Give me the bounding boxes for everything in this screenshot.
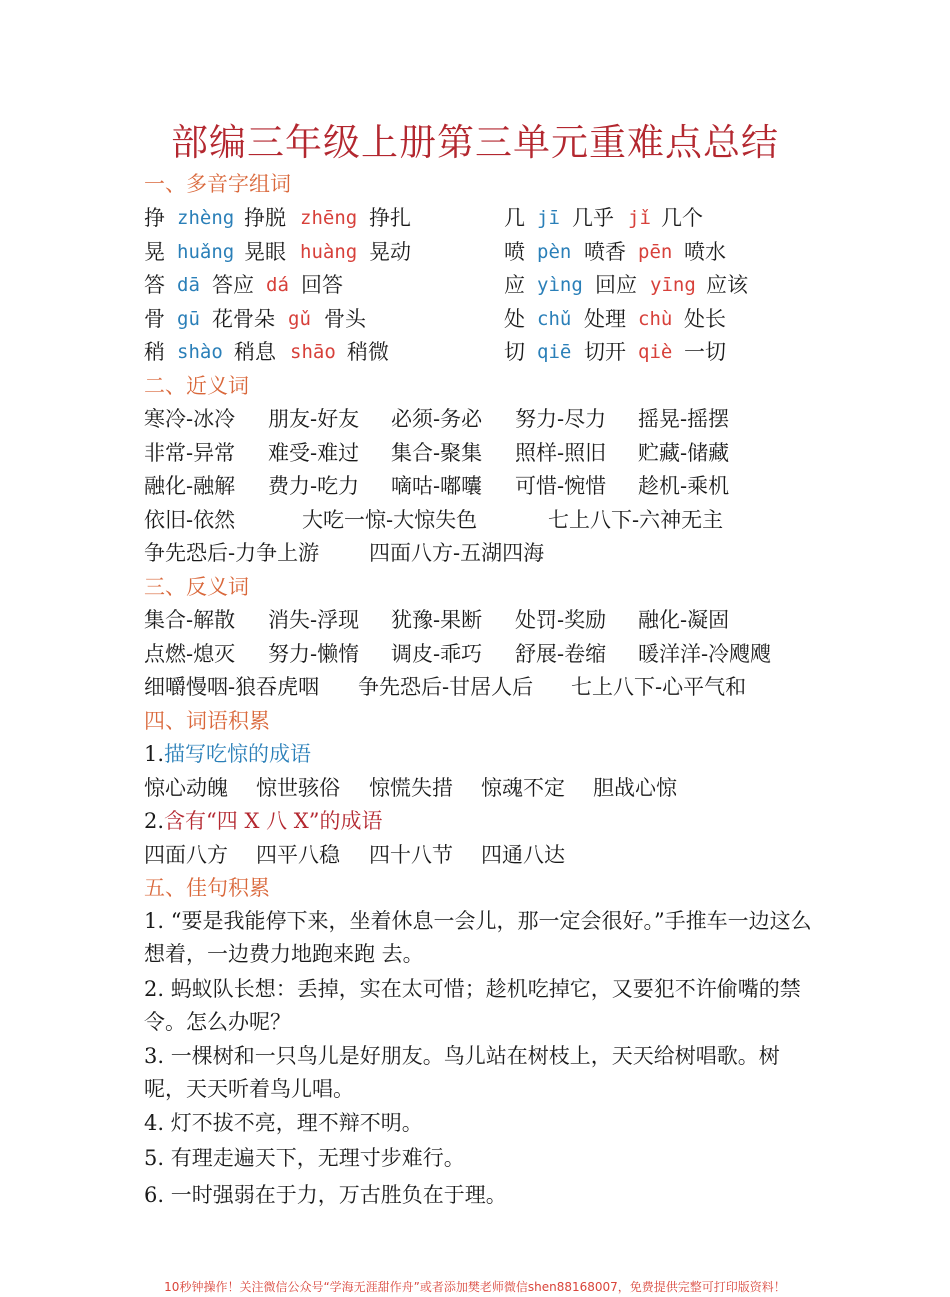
pinyin-2: chù [638, 308, 673, 330]
subheading-si-ba-idioms [144, 806, 382, 836]
word-2: 骨头 [324, 307, 366, 331]
idiom: 惊魂不定 [481, 776, 565, 800]
subheading-number: 2. [144, 809, 165, 833]
word-2: 处长 [684, 307, 726, 331]
antonym-pair: 处罚-奖励 [515, 608, 607, 632]
word-2: 晃动 [369, 240, 411, 264]
pinyin-1: yìng [537, 274, 583, 296]
word-1: 处理 [584, 307, 626, 331]
section-heading-synonyms: 二、近义词 [144, 374, 249, 398]
antonym-pair: 调皮-乖巧 [391, 642, 483, 666]
pinyin-2: yīng [650, 274, 696, 296]
word-1: 回应 [595, 273, 637, 297]
pinyin-2: pēn [638, 241, 673, 263]
pinyin-1: chǔ [537, 308, 572, 330]
word-2: 一切 [684, 340, 726, 364]
synonym-pair: 趁机-乘机 [638, 474, 730, 498]
pinyin-2: dá [266, 274, 289, 296]
polyphone-char: 骨 [144, 307, 165, 331]
pinyin-1: qiē [537, 341, 572, 363]
polyphone-char: 稍 [144, 340, 165, 364]
polyphone-char: 喷 [504, 240, 525, 264]
antonym-pair: 努力-懒惰 [268, 642, 360, 666]
synonym-pair: 非常-异常 [144, 441, 236, 465]
sentence-item: 6. 一时强弱在于力，万古胜负在于理。 [144, 1183, 507, 1207]
pinyin-1: jī [537, 207, 560, 229]
synonym-pair: 融化-融解 [144, 474, 236, 498]
word-1: 晃眼 [244, 240, 286, 264]
synonym-pair: 照样-照旧 [515, 441, 607, 465]
word-2: 几个 [661, 206, 703, 230]
polyphone-char: 晃 [144, 240, 165, 264]
word-2: 回答 [301, 273, 343, 297]
synonym-pair: 可惜-惋惜 [515, 474, 607, 498]
pinyin-2: jǐ [628, 207, 651, 229]
footer-promo: 10秒钟操作！关注微信公众号“学海无涯甜作舟”或者添加樊老师微信shen88168007，免费提供完整可打印版资料！ [164, 1280, 786, 1294]
subheading-number: 1. [144, 742, 165, 766]
word-1: 稍息 [234, 340, 276, 364]
synonym-pair: 费力-吃力 [268, 474, 360, 498]
pinyin-2: huàng [300, 241, 358, 263]
antonym-pair: 细嚼慢咽-狼吞虎咽 [144, 675, 320, 699]
sentence-item: 5. 有理走遍天下，无理寸步难行。 [144, 1146, 465, 1170]
sentence-item: 4. 灯不拔不亮，理不辩不明。 [144, 1111, 423, 1135]
word-1: 答应 [212, 273, 254, 297]
pinyin-1: shào [177, 341, 223, 363]
synonym-pair: 争先恐后-力争上游 [144, 541, 320, 565]
idiom: 四面八方 [144, 843, 228, 867]
polyphone-char: 几 [504, 206, 525, 230]
pinyin-2: qiè [638, 341, 673, 363]
synonym-pair: 四面八方-五湖四海 [369, 541, 545, 565]
word-1: 几乎 [572, 206, 614, 230]
synonym-pair: 依旧-依然 [144, 508, 236, 532]
idiom: 惊心动魄 [144, 776, 228, 800]
antonym-pair: 犹豫-果断 [391, 608, 483, 632]
synonym-pair: 嘀咕-嘟囔 [391, 474, 483, 498]
synonym-pair: 必须-务必 [391, 407, 483, 431]
polyphone-char: 切 [504, 340, 525, 364]
polyphone-char: 应 [504, 273, 525, 297]
pinyin-1: dā [177, 274, 200, 296]
word-1: 挣脱 [244, 206, 286, 230]
pinyin-2: zhēng [300, 207, 358, 229]
synonym-pair: 寒冷-冰冷 [144, 407, 236, 431]
synonym-pair: 贮藏-储藏 [638, 441, 730, 465]
word-1: 切开 [584, 340, 626, 364]
sentence-item: 1. “要是我能停下来，坐着休息一会儿，那一定会很好。”手推车一边这么想着，一边费力地跑来跑 去。 [144, 909, 812, 966]
pinyin-2: gǔ [288, 308, 311, 330]
word-1: 花骨朵 [212, 307, 275, 331]
idiom: 胆战心惊 [593, 776, 677, 800]
idiom: 四十八节 [369, 843, 453, 867]
idiom: 四平八稳 [256, 843, 340, 867]
antonym-pair: 暖洋洋-冷飕飕 [638, 642, 772, 666]
antonym-pair: 点燃-熄灭 [144, 642, 236, 666]
antonym-pair: 消失-浮现 [268, 608, 360, 632]
pinyin-1: huǎng [177, 241, 235, 263]
synonym-pair: 摇晃-摇摆 [638, 407, 730, 431]
synonym-pair: 集合-聚集 [391, 441, 483, 465]
idiom: 惊慌失措 [369, 776, 453, 800]
antonym-pair: 争先恐后-甘居人后 [358, 675, 534, 699]
section-heading-polyphones: 一、多音字组词 [144, 172, 291, 196]
synonym-pair: 努力-尽力 [515, 407, 607, 431]
section-heading-antonyms: 三、反义词 [144, 575, 249, 599]
antonym-pair: 七上八下-心平气和 [571, 675, 747, 699]
pinyin-2: shāo [290, 341, 336, 363]
word-1: 喷香 [584, 240, 626, 264]
word-2: 挣扎 [369, 206, 411, 230]
section-heading-sentences: 五、佳句积累 [144, 876, 270, 900]
idiom: 惊世骇俗 [256, 776, 340, 800]
synonym-pair: 七上八下-六神无主 [548, 508, 724, 532]
sentence-item: 2. 蚂蚁队长想：丢掉，实在太可惜；趁机吃掉它，又要犯不许偷嘴的禁令。怎么办呢？ [144, 977, 801, 1034]
subheading-text: 描写吃惊的成语 [164, 742, 312, 766]
synonym-pair: 大吃一惊-大惊失色 [302, 508, 478, 532]
pinyin-1: gū [177, 308, 200, 330]
subheading-text: 含有“四 X 八 X”的成语 [164, 809, 383, 833]
pinyin-1: zhèng [177, 207, 235, 229]
antonym-pair: 集合-解散 [144, 608, 236, 632]
pinyin-1: pèn [537, 241, 572, 263]
polyphone-char: 答 [144, 273, 165, 297]
polyphone-char: 挣 [144, 206, 165, 230]
idiom: 四通八达 [481, 843, 565, 867]
sentence-item: 3. 一棵树和一只鸟儿是好朋友。鸟儿站在树枝上，天天给树唱歌。树呢，天天听着鸟儿唱。 [144, 1044, 780, 1101]
synonym-pair: 难受-难过 [268, 441, 360, 465]
page-title: 部编三年级上册第三单元重难点总结 [171, 121, 779, 164]
antonym-pair: 舒展-卷缩 [515, 642, 607, 666]
section-heading-accumulation: 四、词语积累 [144, 709, 270, 733]
antonym-pair: 融化-凝固 [638, 608, 730, 632]
word-2: 稍微 [347, 340, 389, 364]
synonym-pair: 朋友-好友 [268, 407, 360, 431]
word-2: 应该 [706, 273, 748, 297]
polyphone-char: 处 [504, 307, 525, 331]
subheading-surprise-idioms [144, 739, 311, 769]
word-2: 喷水 [684, 240, 726, 264]
